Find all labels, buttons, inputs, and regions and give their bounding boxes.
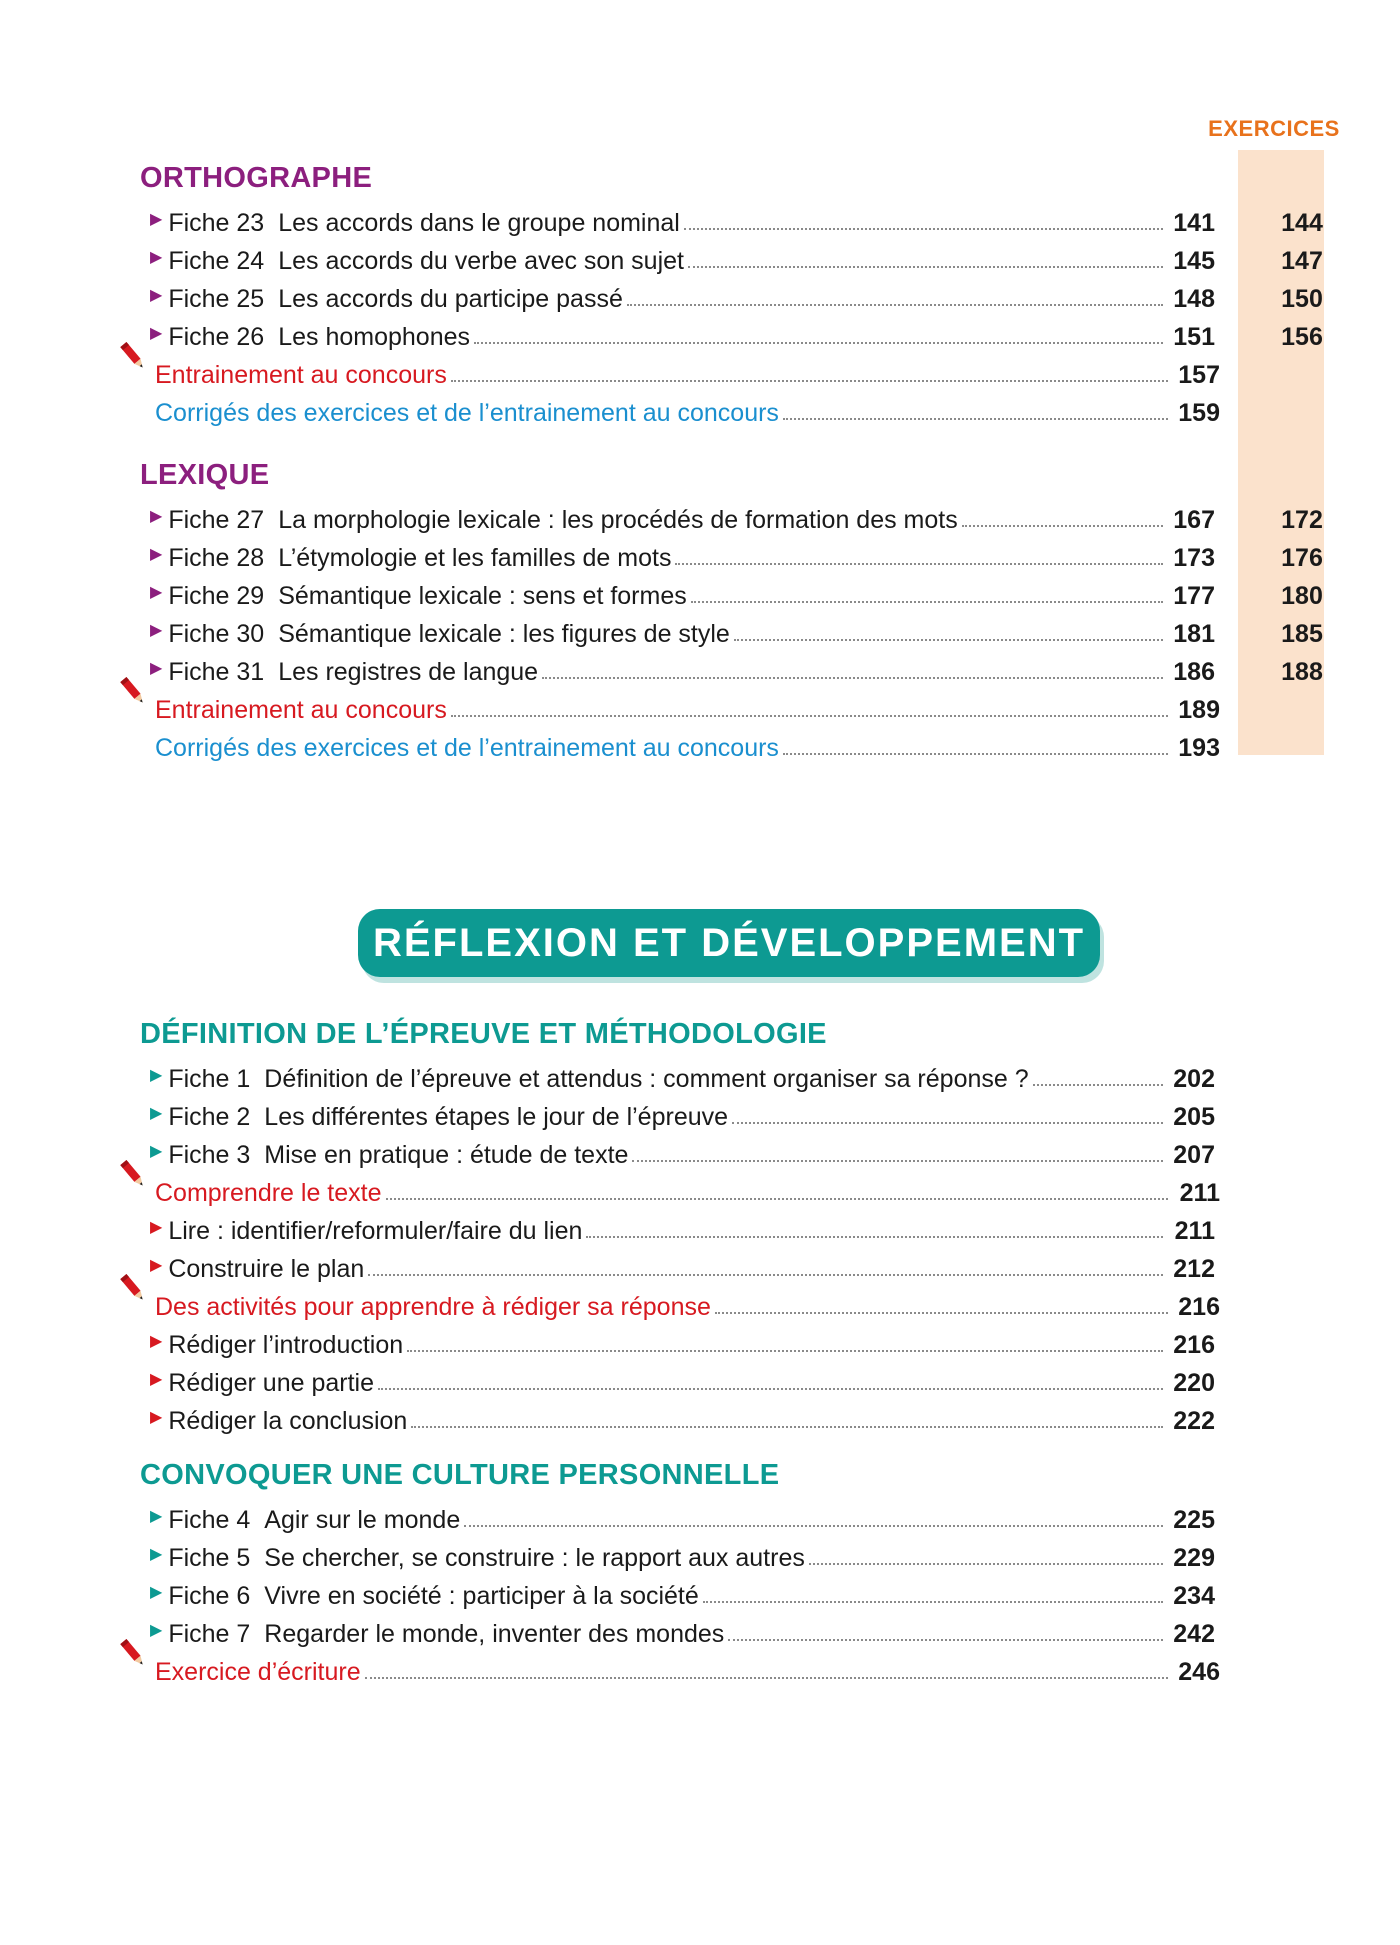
triangle-right-icon: ▶ — [150, 546, 163, 563]
toc-row-fiche-23[interactable] — [150, 200, 1323, 238]
dot-leader — [451, 380, 1168, 382]
section-title-culture: CONVOQUER UNE CULTURE PERSONNELLE — [140, 1459, 780, 1491]
toc-row-fiche-25[interactable] — [150, 276, 1323, 314]
fiche-title: Les homophones — [278, 323, 471, 351]
section-title-lexique: LEXIQUE — [140, 459, 270, 491]
page-number: 216 — [1173, 1331, 1215, 1359]
item-title: Lire : identifier/reformuler/faire du lien — [168, 1217, 583, 1245]
fiche-title: Définition de l’épreuve et attendus : comment organiser sa réponse ? — [264, 1065, 1029, 1093]
item-title: Rédiger la conclusion — [168, 1407, 408, 1435]
fiche-number: Fiche 3 — [168, 1141, 251, 1169]
fiche-number: Fiche 25 — [168, 285, 265, 313]
fiche-title: Regarder le monde, inventer des mondes — [264, 1620, 725, 1648]
page-number: 205 — [1173, 1103, 1215, 1131]
page-number: 186 — [1173, 658, 1215, 686]
exercise-page-number: 180 — [1281, 582, 1323, 610]
fiche-title: La morphologie lexicale : les procédés de formation des mots — [278, 506, 958, 534]
exercise-page-number: 172 — [1281, 506, 1323, 534]
toc-row-fiche-30[interactable] — [150, 611, 1323, 649]
toc-row-fiche-27[interactable] — [150, 497, 1323, 535]
fiche-number: Fiche 31 — [168, 658, 265, 686]
exercise-page-number: 176 — [1281, 544, 1323, 572]
page-number: 216 — [1178, 1293, 1220, 1321]
triangle-right-icon: ▶ — [150, 1508, 163, 1525]
toc-row-ecriture[interactable] — [155, 1649, 1220, 1687]
dot-leader — [365, 1677, 1168, 1679]
toc-row-fiche-4[interactable] — [150, 1497, 1215, 1535]
triangle-right-icon: ▶ — [150, 1409, 163, 1426]
toc-row-fiche-3[interactable] — [150, 1132, 1215, 1170]
page-number: 141 — [1173, 209, 1215, 237]
exercise-page-number: 156 — [1281, 323, 1323, 351]
page-number: 246 — [1178, 1658, 1220, 1686]
dot-leader — [783, 753, 1168, 755]
triangle-right-icon: ▶ — [150, 287, 163, 304]
exercise-page-number: 147 — [1281, 247, 1323, 275]
dot-leader — [691, 601, 1163, 603]
toc-row-fiche-31[interactable] — [150, 649, 1323, 687]
pencil-icon — [118, 1637, 148, 1669]
fiche-number: Fiche 1 — [168, 1065, 251, 1093]
toc-row-partie[interactable] — [150, 1360, 1215, 1398]
toc-row-training-orthographe[interactable] — [155, 352, 1220, 390]
page-number: 159 — [1178, 399, 1220, 427]
dot-leader — [1033, 1084, 1163, 1086]
exercise-page-number: 150 — [1281, 285, 1323, 313]
dot-leader — [715, 1312, 1168, 1314]
triangle-right-icon: ▶ — [150, 584, 163, 601]
triangle-right-icon: ▶ — [150, 1143, 163, 1160]
triangle-right-icon: ▶ — [150, 1371, 163, 1388]
page-number: 193 — [1178, 734, 1220, 762]
page-number: 225 — [1173, 1506, 1215, 1534]
corrections-label: Corrigés des exercices et de l’entrainement au concours — [155, 399, 779, 427]
toc-row-introduction[interactable] — [150, 1322, 1215, 1360]
fiche-number: Fiche 30 — [168, 620, 265, 648]
triangle-right-icon: ▶ — [150, 1546, 163, 1563]
toc-row-training-lexique[interactable] — [155, 687, 1220, 725]
triangle-right-icon: ▶ — [150, 1333, 163, 1350]
fiche-number: Fiche 23 — [168, 209, 265, 237]
toc-row-fiche-29[interactable] — [150, 573, 1323, 611]
triangle-right-icon: ▶ — [150, 325, 163, 342]
toc-row-fiche-24[interactable] — [150, 238, 1323, 276]
triangle-right-icon: ▶ — [150, 622, 163, 639]
toc-row-corrections-orthographe[interactable] — [155, 390, 1220, 428]
page-number: 234 — [1173, 1582, 1215, 1610]
triangle-right-icon: ▶ — [150, 211, 163, 228]
page-number: 202 — [1173, 1065, 1215, 1093]
toc-row-fiche-28[interactable] — [150, 535, 1323, 573]
pencil-icon — [118, 675, 148, 707]
dot-leader — [378, 1388, 1163, 1390]
pencil-icon — [118, 1272, 148, 1304]
fiche-number: Fiche 24 — [168, 247, 265, 275]
fiche-title: Se chercher, se construire : le rapport aux autres — [264, 1544, 805, 1572]
triangle-right-icon: ▶ — [150, 1622, 163, 1639]
toc-row-corrections-lexique[interactable] — [155, 725, 1220, 763]
page-number: 145 — [1173, 247, 1215, 275]
page-number: 242 — [1173, 1620, 1215, 1648]
page-number: 212 — [1173, 1255, 1215, 1283]
dot-leader — [734, 639, 1163, 641]
dot-leader — [732, 1122, 1163, 1124]
page-number: 207 — [1173, 1141, 1215, 1169]
toc-row-lire[interactable] — [150, 1208, 1215, 1246]
toc-row-fiche-2[interactable] — [150, 1094, 1215, 1132]
activites-label: Des activités pour apprendre à rédiger sa réponse — [155, 1293, 711, 1321]
toc-row-fiche-26[interactable] — [150, 314, 1323, 352]
toc-row-fiche-5[interactable] — [150, 1535, 1215, 1573]
page-number: 211 — [1179, 1179, 1220, 1207]
fiche-title: Les accords du participe passé — [278, 285, 623, 313]
training-label: Entrainement au concours — [155, 696, 447, 724]
toc-row-comprendre[interactable] — [155, 1170, 1220, 1208]
page-number: 229 — [1173, 1544, 1215, 1572]
page-number: 189 — [1178, 696, 1220, 724]
toc-row-fiche-1[interactable] — [150, 1056, 1215, 1094]
page-number: 157 — [1178, 361, 1220, 389]
fiche-title: Mise en pratique : étude de texte — [264, 1141, 629, 1169]
training-label: Entrainement au concours — [155, 361, 447, 389]
dot-leader — [627, 304, 1163, 306]
exercises-column-header: EXERCICES — [1208, 116, 1340, 141]
fiche-number: Fiche 28 — [168, 544, 265, 572]
exercise-page-number: 188 — [1281, 658, 1323, 686]
dot-leader — [632, 1160, 1163, 1162]
toc-row-fiche-7[interactable] — [150, 1611, 1215, 1649]
dot-leader — [451, 715, 1168, 717]
page-number: 148 — [1173, 285, 1215, 313]
triangle-right-icon: ▶ — [150, 1067, 163, 1084]
triangle-right-icon: ▶ — [150, 508, 163, 525]
page-number: 181 — [1173, 620, 1215, 648]
page-number: 167 — [1173, 506, 1215, 534]
fiche-number: Fiche 26 — [168, 323, 265, 351]
dot-leader — [962, 525, 1163, 527]
dot-leader — [464, 1525, 1163, 1527]
dot-leader — [474, 342, 1163, 344]
pencil-icon — [118, 1158, 148, 1190]
triangle-right-icon: ▶ — [150, 1257, 163, 1274]
triangle-right-icon: ▶ — [150, 1584, 163, 1601]
item-title: Rédiger l’introduction — [168, 1331, 404, 1359]
fiche-number: Fiche 4 — [168, 1506, 251, 1534]
section-title-orthographe: ORTHOGRAPHE — [140, 162, 373, 194]
page-number: 211 — [1174, 1217, 1215, 1245]
dot-leader — [728, 1639, 1163, 1641]
fiche-number: Fiche 27 — [168, 506, 265, 534]
page-number: 222 — [1173, 1407, 1215, 1435]
toc-row-fiche-6[interactable] — [150, 1573, 1215, 1611]
toc-row-plan[interactable] — [150, 1246, 1215, 1284]
dot-leader — [411, 1426, 1163, 1428]
dot-leader — [783, 418, 1168, 420]
page-number: 177 — [1173, 582, 1215, 610]
fiche-number: Fiche 29 — [168, 582, 265, 610]
dot-leader — [675, 563, 1163, 565]
ecriture-label: Exercice d’écriture — [155, 1658, 361, 1686]
fiche-title: Les différentes étapes le jour de l’épreuve — [264, 1103, 729, 1131]
corrections-label: Corrigés des exercices et de l’entrainement au concours — [155, 734, 779, 762]
fiche-title: Sémantique lexicale : les figures de style — [278, 620, 730, 648]
triangle-right-icon: ▶ — [150, 1105, 163, 1122]
triangle-right-icon: ▶ — [150, 1219, 163, 1236]
page-number: 220 — [1173, 1369, 1215, 1397]
dot-leader — [542, 677, 1163, 679]
dot-leader — [586, 1236, 1163, 1238]
item-title: Construire le plan — [168, 1255, 365, 1283]
fiche-title: L’étymologie et les familles de mots — [278, 544, 672, 572]
triangle-right-icon: ▶ — [150, 249, 163, 266]
fiche-title: Sémantique lexicale : sens et formes — [278, 582, 687, 610]
item-title: Rédiger une partie — [168, 1369, 375, 1397]
fiche-title: Les accords du verbe avec son sujet — [278, 247, 684, 275]
page-number: 173 — [1173, 544, 1215, 572]
fiche-number: Fiche 5 — [168, 1544, 251, 1572]
dot-leader — [688, 266, 1163, 268]
dot-leader — [809, 1563, 1163, 1565]
fiche-title: Agir sur le monde — [264, 1506, 461, 1534]
page-number: 151 — [1173, 323, 1215, 351]
dot-leader — [684, 228, 1163, 230]
dot-leader — [368, 1274, 1163, 1276]
exercise-page-number: 144 — [1281, 209, 1323, 237]
exercise-page-number: 185 — [1281, 620, 1323, 648]
toc-row-activites[interactable] — [155, 1284, 1220, 1322]
fiche-number: Fiche 7 — [168, 1620, 251, 1648]
dot-leader — [407, 1350, 1163, 1352]
fiche-title: Les accords dans le groupe nominal — [278, 209, 680, 237]
comprendre-label: Comprendre le texte — [155, 1179, 382, 1207]
dot-leader — [703, 1601, 1163, 1603]
triangle-right-icon: ▶ — [150, 660, 163, 677]
section-title-definition: DÉFINITION DE L’ÉPREUVE ET MÉTHODOLOGIE — [140, 1018, 827, 1050]
fiche-title: Vivre en société : participer à la société — [264, 1582, 699, 1610]
fiche-number: Fiche 2 — [168, 1103, 251, 1131]
toc-row-conclusion[interactable] — [150, 1398, 1215, 1436]
dot-leader — [386, 1198, 1168, 1200]
fiche-title: Les registres de langue — [278, 658, 539, 686]
part-banner: RÉFLEXION ET DÉVELOPPEMENT — [358, 909, 1100, 977]
pencil-icon — [118, 340, 148, 372]
fiche-number: Fiche 6 — [168, 1582, 251, 1610]
